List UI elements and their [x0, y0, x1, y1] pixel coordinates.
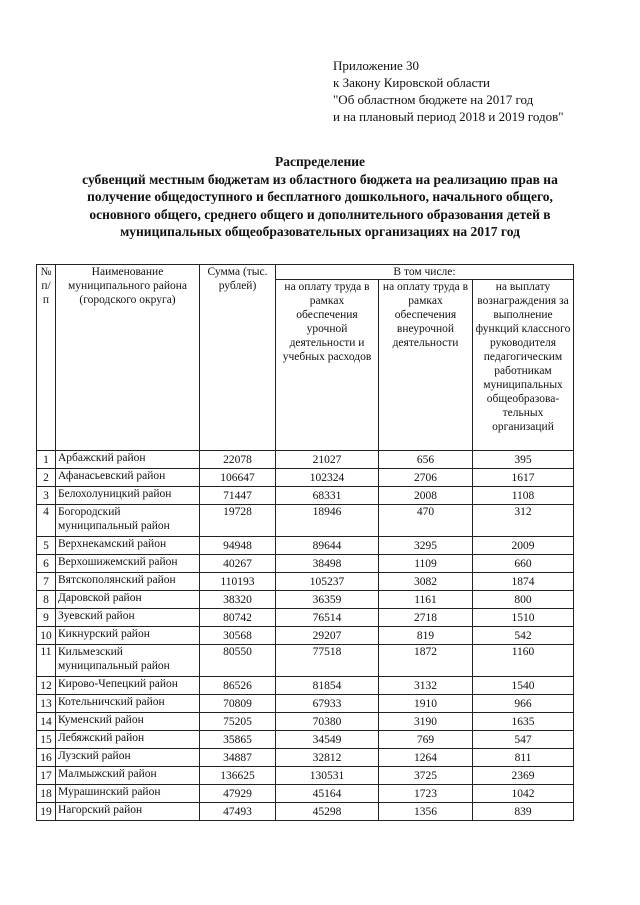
table-row — [37, 803, 574, 821]
row-col-b: 1910 — [379, 695, 473, 713]
header-name: Наименование муниципального района (городского округа) — [56, 265, 200, 451]
row-col-a: 102324 — [276, 469, 379, 487]
row-col-a: 105237 — [276, 573, 379, 591]
row-col-c: 547 — [473, 731, 574, 749]
row-col-b: 2718 — [379, 609, 473, 627]
row-col-c: 1874 — [473, 573, 574, 591]
row-col-b: 1109 — [379, 555, 473, 573]
header-sum: Сумма (тыс. рублей) — [200, 265, 276, 451]
row-name: Кикнурский район — [56, 627, 200, 645]
row-col-a: 130531 — [276, 767, 379, 785]
row-col-b: 1356 — [379, 803, 473, 821]
row-col-c: 2369 — [473, 767, 574, 785]
table-body — [37, 451, 574, 821]
row-name: Малмыжский район — [56, 767, 200, 785]
row-num: 4 — [37, 505, 56, 537]
row-col-c: 1540 — [473, 677, 574, 695]
row-col-b: 3082 — [379, 573, 473, 591]
title-line: основного общего, среднего общего и дополнительного образования детей в — [89, 206, 551, 222]
row-col-c: 1510 — [473, 609, 574, 627]
row-sum: 47929 — [200, 785, 276, 803]
row-sum: 110193 — [200, 573, 276, 591]
header-col-c: на выплату вознаграждения за выполнение функций классного руководителя педагогическим работникам муниципальных общеобразова-тельных организаций — [473, 280, 574, 451]
row-col-c: 839 — [473, 803, 574, 821]
row-sum: 86526 — [200, 677, 276, 695]
row-num: 19 — [37, 803, 56, 821]
row-num: 6 — [37, 555, 56, 573]
row-sum: 30568 — [200, 627, 276, 645]
row-col-b: 3295 — [379, 537, 473, 555]
row-sum: 106647 — [200, 469, 276, 487]
row-name: Белохолуницкий район — [56, 487, 200, 505]
row-num: 13 — [37, 695, 56, 713]
row-col-a: 45298 — [276, 803, 379, 821]
row-col-a: 77518 — [276, 645, 379, 677]
table-row — [37, 749, 574, 767]
row-col-a: 32812 — [276, 749, 379, 767]
appendix-line: Приложение 30 — [333, 58, 420, 73]
row-sum: 38320 — [200, 591, 276, 609]
row-sum: 75205 — [200, 713, 276, 731]
row-col-b: 769 — [379, 731, 473, 749]
table-row — [37, 505, 574, 537]
table-row — [37, 469, 574, 487]
row-name: Богородский муниципальный район — [56, 505, 200, 537]
row-sum: 94948 — [200, 537, 276, 555]
row-name: Нагорский район — [56, 803, 200, 821]
row-col-a: 45164 — [276, 785, 379, 803]
appendix-block — [333, 57, 564, 125]
row-col-b: 656 — [379, 451, 473, 469]
row-sum: 40267 — [200, 555, 276, 573]
row-name: Арбажский район — [56, 451, 200, 469]
header-num: № п/п — [37, 265, 56, 451]
row-col-b: 3190 — [379, 713, 473, 731]
row-num: 15 — [37, 731, 56, 749]
row-sum: 71447 — [200, 487, 276, 505]
row-col-c: 800 — [473, 591, 574, 609]
row-num: 7 — [37, 573, 56, 591]
row-sum: 19728 — [200, 505, 276, 537]
appendix-line: и на плановый период 2018 и 2019 годов" — [333, 109, 564, 124]
row-col-b: 1723 — [379, 785, 473, 803]
row-sum: 34887 — [200, 749, 276, 767]
row-col-c: 1635 — [473, 713, 574, 731]
row-col-c: 966 — [473, 695, 574, 713]
row-name: Лузский район — [56, 749, 200, 767]
row-sum: 80742 — [200, 609, 276, 627]
row-sum: 136625 — [200, 767, 276, 785]
row-name: Кирово-Чепецкий район — [56, 677, 200, 695]
appendix-line: "Об областном бюджете на 2017 год — [333, 92, 534, 107]
row-col-a: 89644 — [276, 537, 379, 555]
row-col-c: 1617 — [473, 469, 574, 487]
table-row — [37, 767, 574, 785]
row-col-b: 1264 — [379, 749, 473, 767]
row-name: Лебяжский район — [56, 731, 200, 749]
row-num: 14 — [37, 713, 56, 731]
table-row — [37, 609, 574, 627]
row-col-a: 68331 — [276, 487, 379, 505]
row-col-a: 21027 — [276, 451, 379, 469]
row-col-a: 76514 — [276, 609, 379, 627]
row-num: 12 — [37, 677, 56, 695]
row-col-b: 3725 — [379, 767, 473, 785]
row-col-c: 1160 — [473, 645, 574, 677]
row-sum: 47493 — [200, 803, 276, 821]
row-name: Котельничский район — [56, 695, 200, 713]
table-row — [37, 677, 574, 695]
row-col-b: 1161 — [379, 591, 473, 609]
table-row — [37, 785, 574, 803]
row-sum: 80550 — [200, 645, 276, 677]
row-name: Куменский район — [56, 713, 200, 731]
table-row — [37, 537, 574, 555]
header-col-a: на оплату труда в рамках обеспечения урочной деятельности и учебных расходов — [276, 280, 379, 451]
row-col-b: 3132 — [379, 677, 473, 695]
row-name: Мурашинский район — [56, 785, 200, 803]
row-col-c: 1108 — [473, 487, 574, 505]
row-sum: 35865 — [200, 731, 276, 749]
header-including: В том числе: — [276, 265, 574, 280]
row-num: 3 — [37, 487, 56, 505]
table-row — [37, 627, 574, 645]
row-name: Верхошижемский район — [56, 555, 200, 573]
distribution-table — [36, 264, 574, 821]
row-num: 9 — [37, 609, 56, 627]
appendix-line: к Закону Кировской области — [333, 75, 490, 90]
row-col-b: 819 — [379, 627, 473, 645]
row-col-b: 2008 — [379, 487, 473, 505]
document-title — [20, 153, 620, 241]
table-row — [37, 591, 574, 609]
table-row — [37, 645, 574, 677]
row-num: 2 — [37, 469, 56, 487]
title-line: субвенций местным бюджетам из областного бюджета на реализацию прав на — [82, 171, 558, 187]
row-name: Афанасьевский район — [56, 469, 200, 487]
table-row — [37, 695, 574, 713]
title-line: муниципальных общеобразовательных организациях на 2017 год — [120, 224, 520, 239]
row-num: 1 — [37, 451, 56, 469]
row-sum: 70809 — [200, 695, 276, 713]
row-num: 16 — [37, 749, 56, 767]
row-num: 8 — [37, 591, 56, 609]
table-row — [37, 487, 574, 505]
row-name: Даровской район — [56, 591, 200, 609]
row-col-a: 81854 — [276, 677, 379, 695]
row-col-c: 312 — [473, 505, 574, 537]
row-col-c: 542 — [473, 627, 574, 645]
row-num: 10 — [37, 627, 56, 645]
row-col-c: 395 — [473, 451, 574, 469]
row-col-a: 38498 — [276, 555, 379, 573]
title-line: получение общедоступного и бесплатного дошкольного, начального общего, — [87, 189, 553, 204]
table-header-row — [37, 265, 574, 280]
table-row — [37, 555, 574, 573]
row-num: 11 — [37, 645, 56, 677]
table-row — [37, 713, 574, 731]
row-col-b: 2706 — [379, 469, 473, 487]
table-row — [37, 573, 574, 591]
row-num: 17 — [37, 767, 56, 785]
row-name: Вятскополянский район — [56, 573, 200, 591]
row-col-a: 34549 — [276, 731, 379, 749]
row-col-a: 18946 — [276, 505, 379, 537]
row-sum: 22078 — [200, 451, 276, 469]
row-col-a: 36359 — [276, 591, 379, 609]
row-col-a: 67933 — [276, 695, 379, 713]
row-col-a: 29207 — [276, 627, 379, 645]
row-col-c: 2009 — [473, 537, 574, 555]
row-col-c: 1042 — [473, 785, 574, 803]
title-line: Распределение — [274, 154, 366, 169]
table-row — [37, 451, 574, 469]
row-col-b: 1872 — [379, 645, 473, 677]
row-name: Кильмезский муниципальный район — [56, 645, 200, 677]
row-num: 18 — [37, 785, 56, 803]
row-col-c: 660 — [473, 555, 574, 573]
row-name: Зуевский район — [56, 609, 200, 627]
table-row — [37, 731, 574, 749]
row-col-b: 470 — [379, 505, 473, 537]
header-col-b: на оплату труда в рамках обеспечения внеурочной деятельности — [379, 280, 473, 451]
row-name: Верхнекамский район — [56, 537, 200, 555]
row-col-a: 70380 — [276, 713, 379, 731]
row-num: 5 — [37, 537, 56, 555]
row-col-c: 811 — [473, 749, 574, 767]
